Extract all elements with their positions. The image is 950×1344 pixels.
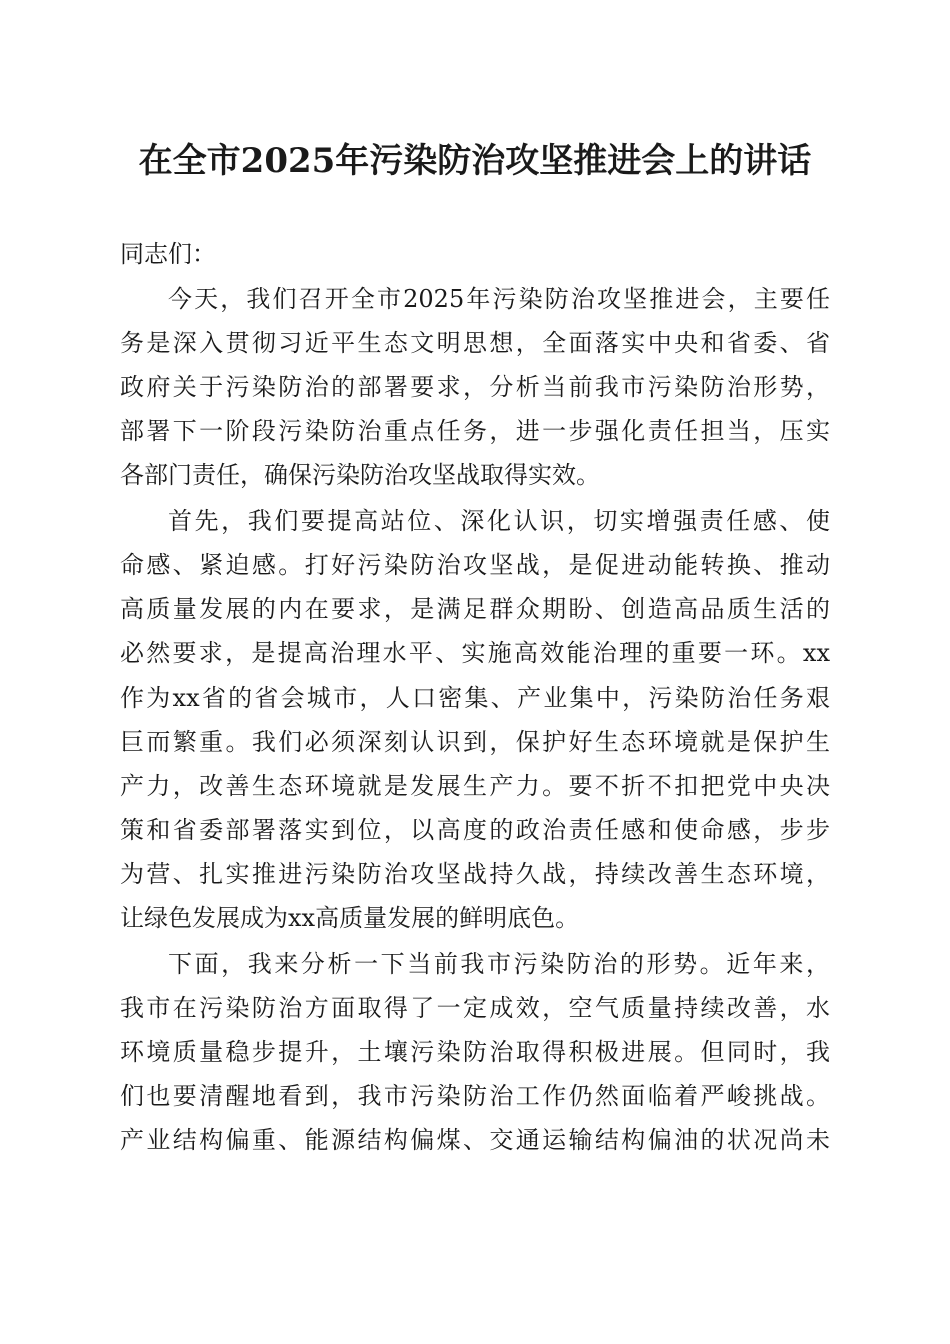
salutation: 同志们： bbox=[120, 240, 216, 268]
document-title: 在全市2025年污染防治攻坚推进会上的讲话 bbox=[138, 141, 812, 181]
paragraph-line: 我市在污染防治方面取得了一定成效，空气质量持续改善，水 bbox=[120, 994, 830, 1022]
paragraph-line: 产力，改善生态环境就是发展生产力。要不折不扣把党中央决 bbox=[120, 772, 830, 800]
paragraph-line: 产业结构偏重、能源结构偏煤、交通运输结构偏油的状况尚未 bbox=[120, 1126, 830, 1154]
paragraph-line: 首先，我们要提高站位、深化认识，切实增强责任感、使 bbox=[168, 507, 830, 535]
paragraph-line: 巨而繁重。我们必须深刻认识到，保护好生态环境就是保护生 bbox=[120, 728, 830, 756]
paragraph-line: 命感、紧迫感。打好污染防治攻坚战，是促进动能转换、推动 bbox=[120, 551, 830, 579]
paragraph-line: 必然要求，是提高治理水平、实施高效能治理的重要一环。xx bbox=[120, 639, 830, 667]
paragraph-line: 下面，我来分析一下当前我市污染防治的形势。近年来， bbox=[168, 950, 830, 978]
paragraph-line: 政府关于污染防治的部署要求，分析当前我市污染防治形势， bbox=[120, 373, 830, 401]
paragraph-line: 作为xx省的省会城市，人口密集、产业集中，污染防治任务艰 bbox=[120, 684, 830, 712]
paragraph-line: 高质量发展的内在要求，是满足群众期盼、创造高品质生活的 bbox=[120, 595, 830, 623]
paragraph-line: 让绿色发展成为xx高质量发展的鲜明底色。 bbox=[120, 904, 580, 932]
paragraph-line: 环境质量稳步提升，土壤污染防治取得积极进展。但同时，我 bbox=[120, 1038, 830, 1066]
paragraph-line: 为营、扎实推进污染防治攻坚战持久战，持续改善生态环境， bbox=[120, 860, 830, 888]
paragraph-line: 策和省委部署落实到位，以高度的政治责任感和使命感，步步 bbox=[120, 816, 830, 844]
paragraph-line: 各部门责任，确保污染防治攻坚战取得实效。 bbox=[120, 461, 600, 489]
paragraph-line: 们也要清醒地看到，我市污染防治工作仍然面临着严峻挑战。 bbox=[120, 1082, 830, 1110]
paragraph-line: 部署下一阶段污染防治重点任务，进一步强化责任担当，压实 bbox=[120, 417, 830, 445]
paragraph-line: 务是深入贯彻习近平生态文明思想，全面落实中央和省委、省 bbox=[120, 329, 830, 357]
paragraph-line: 今天，我们召开全市2025年污染防治攻坚推进会，主要任 bbox=[168, 285, 830, 313]
